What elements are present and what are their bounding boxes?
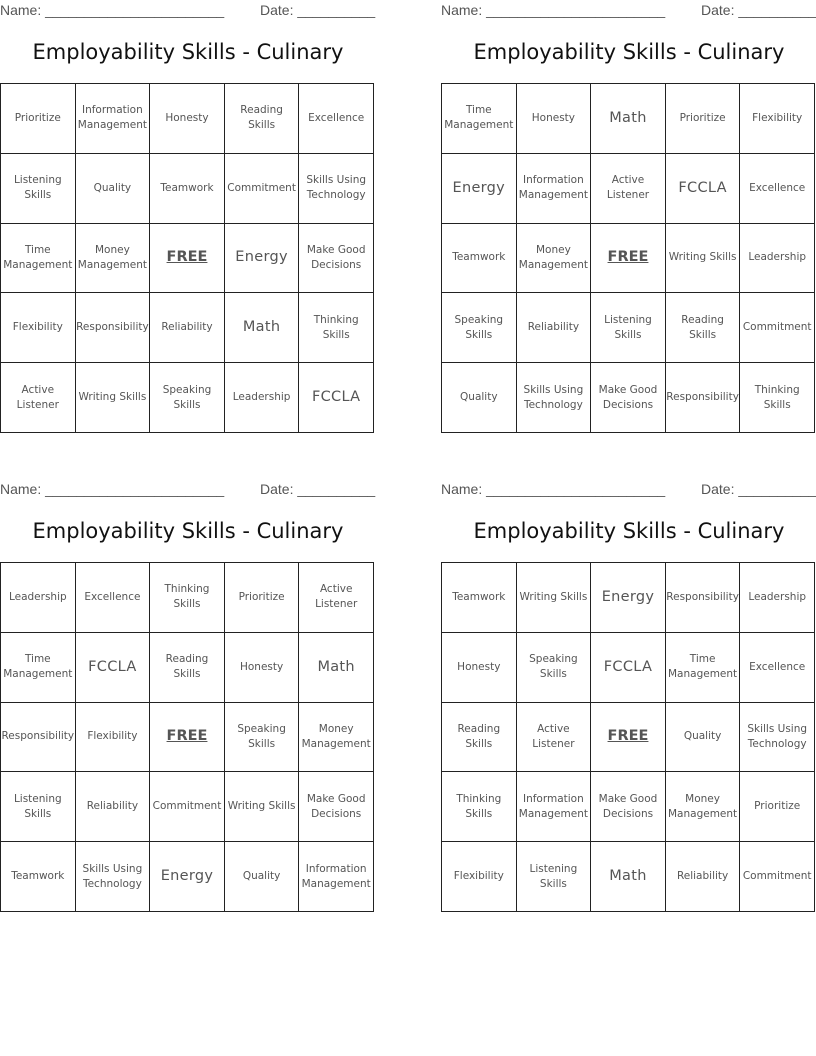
bingo-cell: Honesty <box>517 84 592 154</box>
name-date-row <box>441 479 816 501</box>
bingo-cell: Prioritize <box>666 84 741 154</box>
bingo-cell: Energy <box>225 224 300 294</box>
bingo-cell: Speaking Skills <box>517 633 592 703</box>
bingo-cell: Teamwork <box>1 842 76 912</box>
name-field-label: Name: _______________________ <box>0 481 225 497</box>
bingo-cell: Active Listener <box>1 363 76 433</box>
bingo-grid <box>0 562 374 912</box>
card-title: Employability Skills - Culinary <box>473 519 785 543</box>
bingo-cell: Honesty <box>225 633 300 703</box>
name-field-label: Name: _______________________ <box>441 481 666 497</box>
bingo-cell: FCCLA <box>666 154 741 224</box>
bingo-cell: Speaking Skills <box>225 703 300 773</box>
bingo-cell: Money Management <box>299 703 374 773</box>
bingo-card <box>441 479 816 890</box>
bingo-grid <box>441 562 815 912</box>
bingo-cell: Responsibility <box>666 363 741 433</box>
bingo-cell: Active Listener <box>299 563 374 633</box>
free-space-cell: FREE <box>150 703 225 773</box>
bingo-cell: Math <box>225 293 300 363</box>
bingo-cell: Commitment <box>740 293 815 363</box>
bingo-cell: Reading Skills <box>442 703 517 773</box>
bingo-cell: Leadership <box>225 363 300 433</box>
bingo-cell: Math <box>299 633 374 703</box>
bingo-cell: Flexibility <box>442 842 517 912</box>
bingo-cell: Thinking Skills <box>150 563 225 633</box>
bingo-grid <box>441 83 815 433</box>
bingo-cell: Leadership <box>740 224 815 294</box>
free-space-cell: FREE <box>591 224 666 294</box>
bingo-cell: Make Good Decisions <box>591 363 666 433</box>
bingo-cell: Teamwork <box>442 224 517 294</box>
bingo-cell: Energy <box>591 563 666 633</box>
bingo-cell: Math <box>591 84 666 154</box>
bingo-cell: Quality <box>442 363 517 433</box>
bingo-cell: Reading Skills <box>666 293 741 363</box>
name-field-label: Name: _______________________ <box>441 2 666 18</box>
bingo-grid <box>0 83 374 433</box>
bingo-cell: Money Management <box>76 224 151 294</box>
bingo-cell: Quality <box>225 842 300 912</box>
free-space-cell: FREE <box>591 703 666 773</box>
bingo-cell: Energy <box>150 842 225 912</box>
bingo-card <box>0 479 376 890</box>
bingo-cell: Teamwork <box>442 563 517 633</box>
bingo-cell: Listening Skills <box>1 772 76 842</box>
bingo-cell: Active Listener <box>517 703 592 773</box>
name-date-row <box>0 0 376 22</box>
bingo-cell: Writing Skills <box>666 224 741 294</box>
bingo-cell: Skills Using Technology <box>76 842 151 912</box>
bingo-cell: Writing Skills <box>76 363 151 433</box>
bingo-cell: Time Management <box>1 224 76 294</box>
bingo-cell: Listening Skills <box>1 154 76 224</box>
bingo-cell: Responsibility <box>666 563 741 633</box>
bingo-cell: Reliability <box>517 293 592 363</box>
bingo-cell: Make Good Decisions <box>299 224 374 294</box>
bingo-cell: Quality <box>76 154 151 224</box>
bingo-cell: Reliability <box>666 842 741 912</box>
bingo-cell: Information Management <box>517 772 592 842</box>
bingo-cell: Teamwork <box>150 154 225 224</box>
bingo-cell: Skills Using Technology <box>299 154 374 224</box>
bingo-cell: Flexibility <box>1 293 76 363</box>
bingo-cell: Speaking Skills <box>442 293 517 363</box>
date-field-label: Date: __________ <box>260 2 376 18</box>
bingo-cell: Excellence <box>76 563 151 633</box>
card-title: Employability Skills - Culinary <box>32 40 344 64</box>
bingo-cell: Listening Skills <box>591 293 666 363</box>
bingo-card <box>0 0 376 411</box>
bingo-card <box>441 0 816 411</box>
bingo-cell: Reliability <box>150 293 225 363</box>
bingo-cell: Money Management <box>666 772 741 842</box>
bingo-cell: Flexibility <box>76 703 151 773</box>
bingo-cell: Time Management <box>442 84 517 154</box>
bingo-cell: FCCLA <box>76 633 151 703</box>
bingo-cell: Prioritize <box>225 563 300 633</box>
date-field-label: Date: __________ <box>701 2 816 18</box>
name-date-row <box>0 479 376 501</box>
bingo-cell: Make Good Decisions <box>299 772 374 842</box>
bingo-cell: Writing Skills <box>225 772 300 842</box>
bingo-cell: Reading Skills <box>150 633 225 703</box>
bingo-cell: Listening Skills <box>517 842 592 912</box>
bingo-cell: Responsibility <box>1 703 76 773</box>
bingo-cell: Skills Using Technology <box>517 363 592 433</box>
bingo-cell: Active Listener <box>591 154 666 224</box>
bingo-cell: FCCLA <box>591 633 666 703</box>
bingo-cell: Excellence <box>740 154 815 224</box>
bingo-cell: Energy <box>442 154 517 224</box>
bingo-cell: Honesty <box>150 84 225 154</box>
bingo-cell: Math <box>591 842 666 912</box>
bingo-cell: Thinking Skills <box>442 772 517 842</box>
bingo-cell: Money Management <box>517 224 592 294</box>
name-field-label: Name: _______________________ <box>0 2 225 18</box>
bingo-cell: Time Management <box>666 633 741 703</box>
bingo-cell: Writing Skills <box>517 563 592 633</box>
bingo-cell: Responsibility <box>76 293 151 363</box>
bingo-cell: Thinking Skills <box>740 363 815 433</box>
bingo-cell: Reliability <box>76 772 151 842</box>
name-date-row <box>441 0 816 22</box>
bingo-cell: Information Management <box>76 84 151 154</box>
bingo-cell: Honesty <box>442 633 517 703</box>
free-space-cell: FREE <box>150 224 225 294</box>
date-field-label: Date: __________ <box>260 481 376 497</box>
bingo-cell: Prioritize <box>740 772 815 842</box>
bingo-cell: Commitment <box>150 772 225 842</box>
bingo-cell: Information Management <box>517 154 592 224</box>
bingo-cell: Leadership <box>1 563 76 633</box>
bingo-cell: Prioritize <box>1 84 76 154</box>
bingo-cell: Commitment <box>225 154 300 224</box>
card-title: Employability Skills - Culinary <box>32 519 344 543</box>
bingo-cell: Commitment <box>740 842 815 912</box>
bingo-cell: Leadership <box>740 563 815 633</box>
bingo-cell: Thinking Skills <box>299 293 374 363</box>
bingo-cell: Speaking Skills <box>150 363 225 433</box>
bingo-cell: Reading Skills <box>225 84 300 154</box>
bingo-cell: Information Management <box>299 842 374 912</box>
bingo-cell: Time Management <box>1 633 76 703</box>
bingo-cell: Skills Using Technology <box>740 703 815 773</box>
bingo-cell: Make Good Decisions <box>591 772 666 842</box>
bingo-cell: Excellence <box>740 633 815 703</box>
card-title: Employability Skills - Culinary <box>473 40 785 64</box>
bingo-cell: Flexibility <box>740 84 815 154</box>
bingo-cell: Excellence <box>299 84 374 154</box>
bingo-cell: Quality <box>666 703 741 773</box>
bingo-cell: FCCLA <box>299 363 374 433</box>
date-field-label: Date: __________ <box>701 481 816 497</box>
